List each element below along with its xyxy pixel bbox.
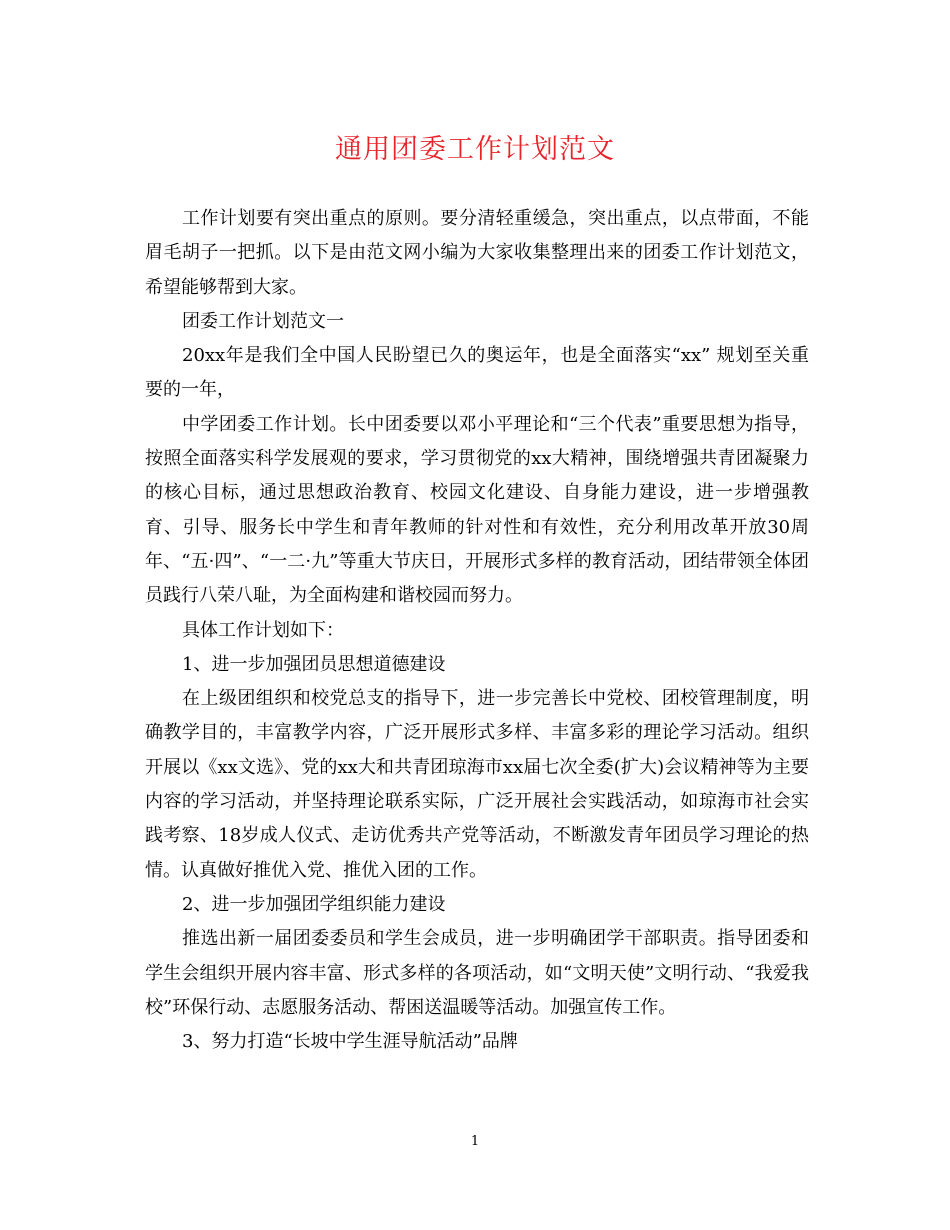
body-paragraph: 中学团委工作计划。长中团委要以邓小平理论和“三个代表”重要思想为指导，按照全面落实科学发展观的要求，学习贯彻党的xx大精神，围绕增强共青团凝聚力的核心目标，通过思想政治教育、校园文化建设、自身能力建设，进一步增强教育、引导、服务长中学生和青年教师的针对性和有效性，充分利用改革开放30周年、“五·四”、“一二·九”等重大节庆日，开展形式多样的教育活动，团结带领全体团员践行八荣八耻，为全面构建和谐校园而努力。	[145, 413, 809, 607]
document-body	[145, 202, 809, 1059]
list-heading-3: 3、努力打造“长坡中学生涯导航活动”品牌	[182, 1031, 518, 1053]
list-heading-1: 1、进一步加强团员思想道德建设	[182, 653, 446, 675]
body-paragraph: 在上级团组织和校党总支的指导下，进一步完善长中党校、团校管理制度，明确教学目的，丰富教学内容，广泛开展形式多样、丰富多彩的理论学习活动。组织开展以《xx文选》、党的xx大和共青团琼海市xx届七次全委(扩大)会议精神等为主要内容的学习活动，并坚持理论联系实际，广泛开展社会实践活动，如琼海市社会实践考察、18岁成人仪式、走访优秀共产党等活动，不断激发青年团员学习理论的热情。认真做好推优入党、推优入团的工作。	[145, 688, 809, 881]
page-number: 1	[470, 1134, 480, 1149]
list-heading-2: 2、进一步加强团学组织能力建设	[182, 893, 446, 915]
body-paragraph: 具体工作计划如下：	[182, 619, 344, 641]
body-paragraph: 20xx年是我们全中国人民盼望已久的奥运年，也是全面落实“xx” 规划至关重要的一年，	[145, 345, 809, 401]
section-heading: 团委工作计划范文一	[182, 310, 344, 332]
body-paragraph: 推选出新一届团委委员和学生会成员，进一步明确团学干部职责。指导团委和学生会组织开展内容丰富、形式多样的各项活动，如“文明天使”文明行动、“我爱我校”环保行动、志愿服务活动、帮困送温暖等活动。加强宣传工作。	[145, 928, 809, 1018]
intro-paragraph: 工作计划要有突出重点的原则。要分清轻重缓急，突出重点，以点带面，不能眉毛胡子一把抓。以下是由范文网小编为大家收集整理出来的团委工作计划范文，希望能够帮到大家。	[145, 208, 809, 298]
document-title: 通用团委工作计划范文	[335, 134, 615, 165]
